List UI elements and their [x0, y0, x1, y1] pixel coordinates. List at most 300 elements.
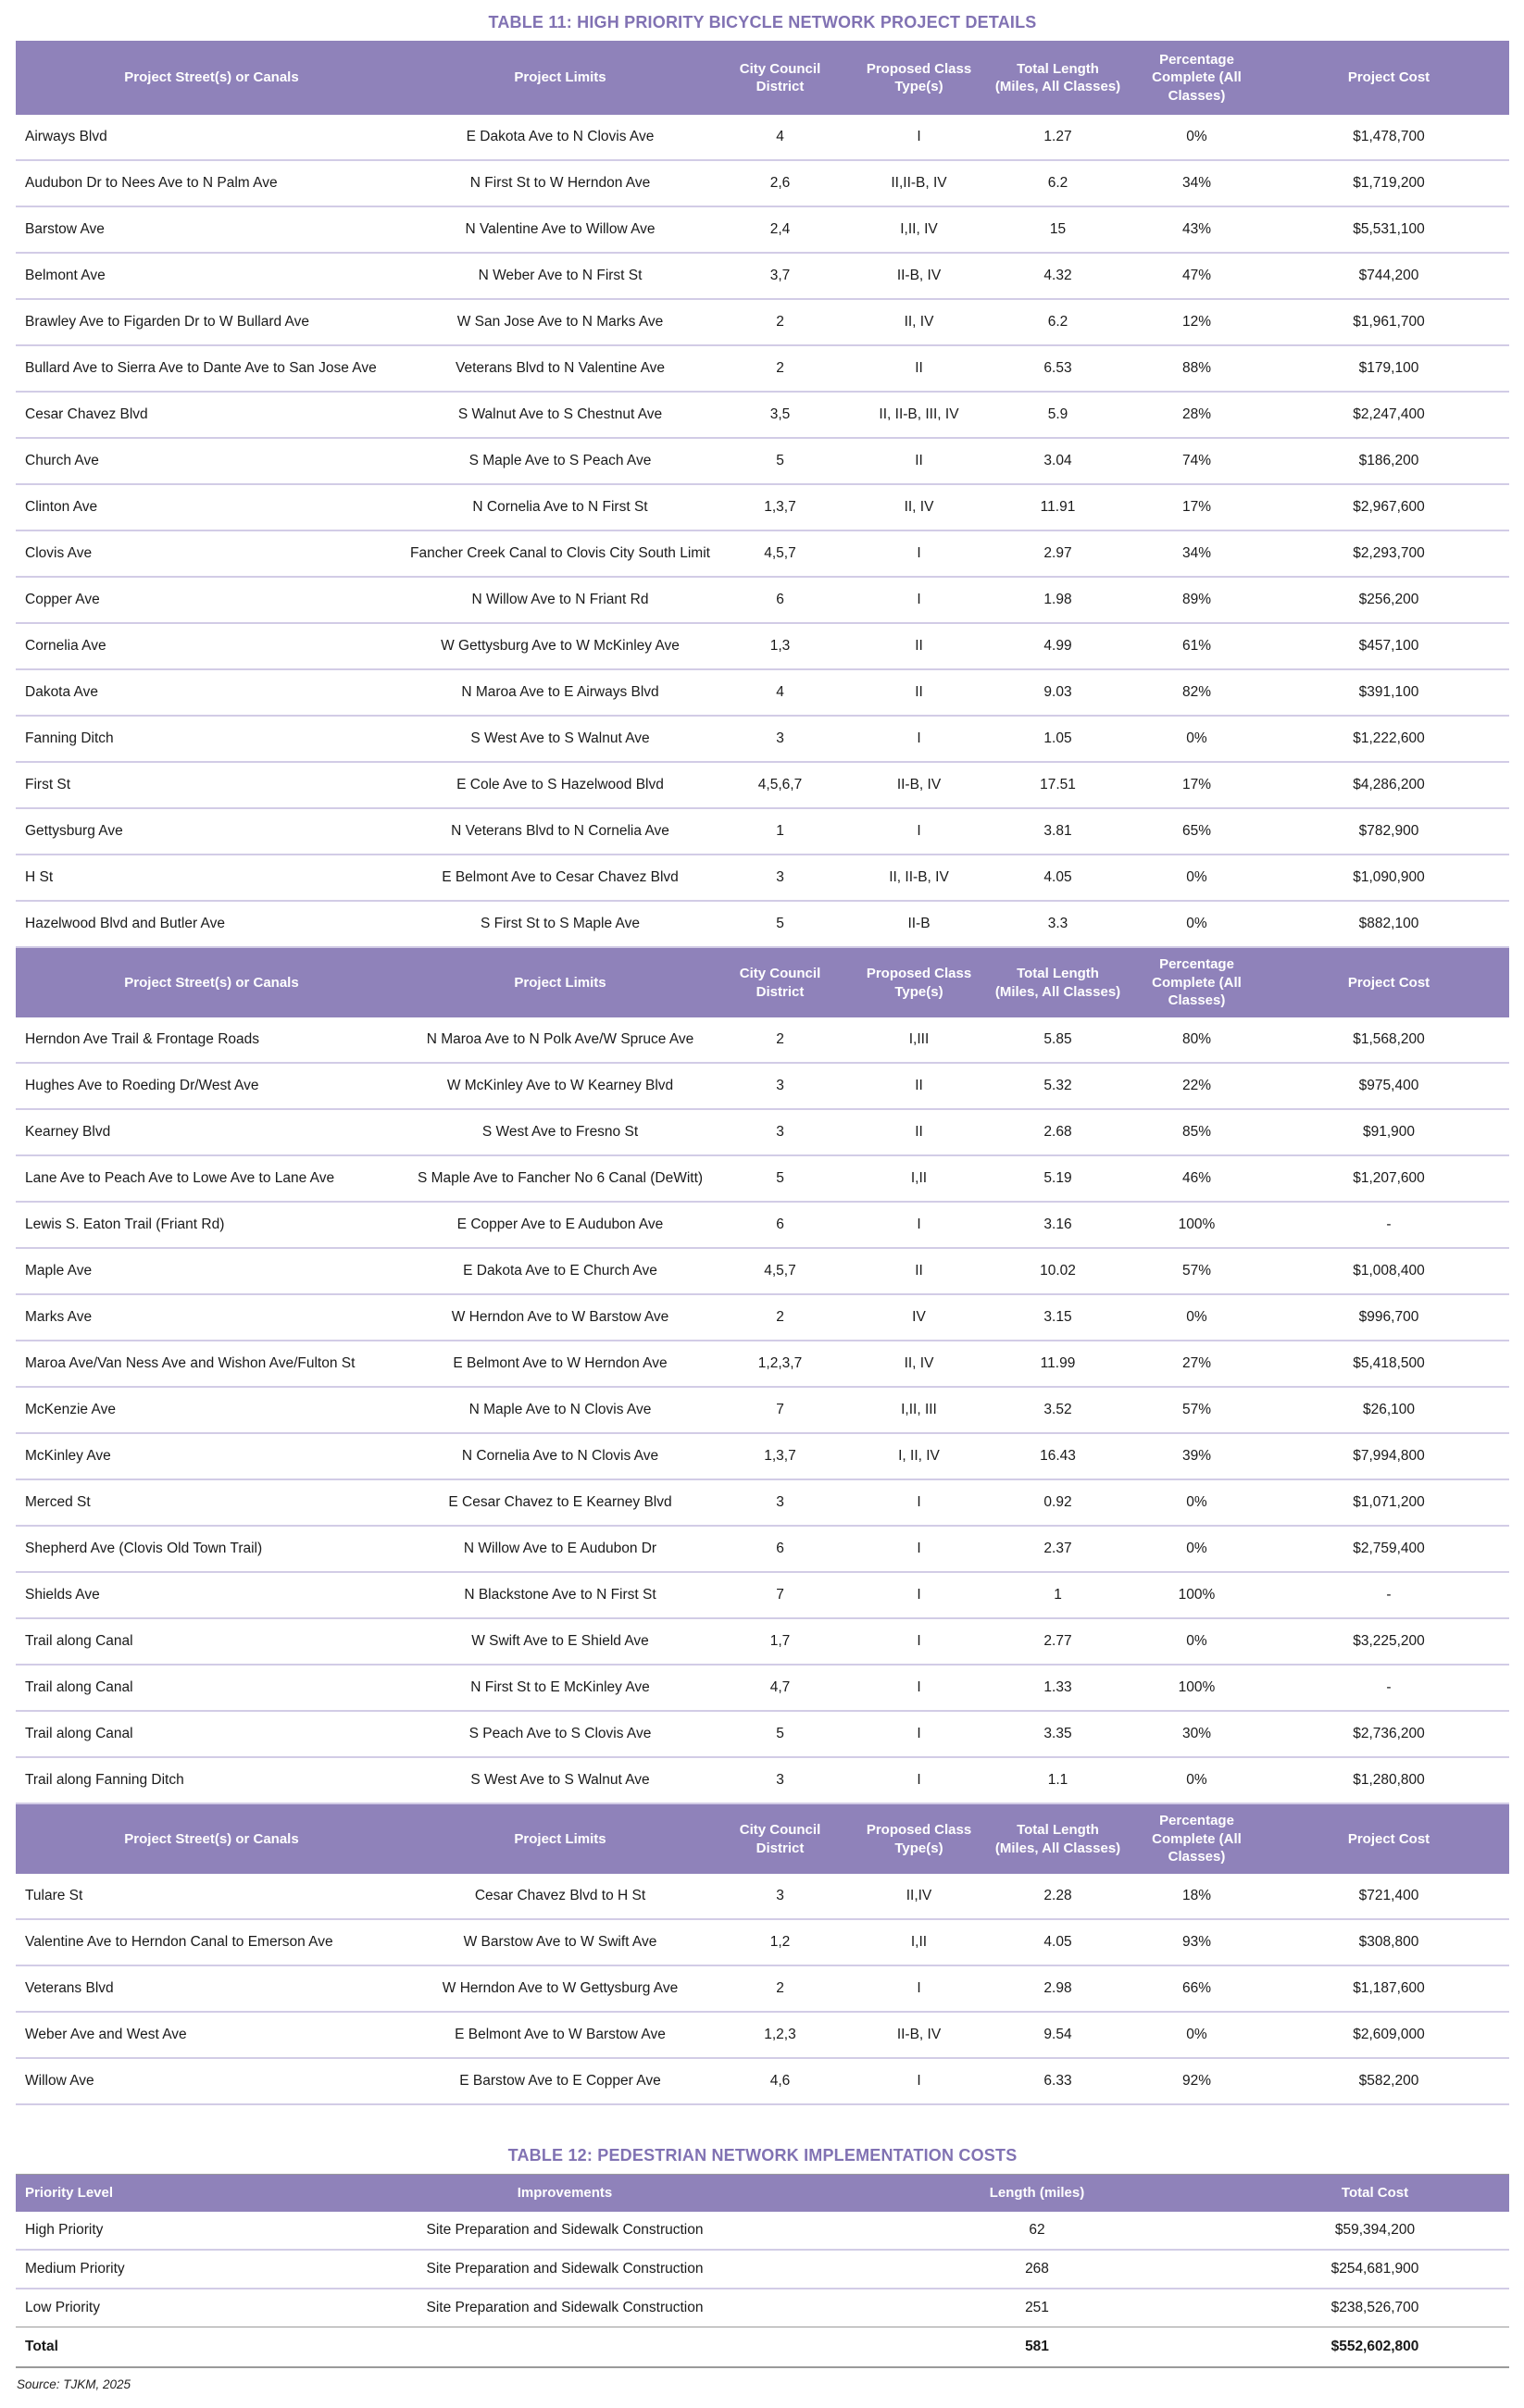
cell-council-district: 4,5,7: [713, 530, 847, 577]
cell-project-cost: $782,900: [1268, 808, 1509, 855]
cell-total-length: 3.81: [991, 808, 1125, 855]
cell-class-type: II-B, IV: [847, 2012, 991, 2058]
cell-project-limits: Veterans Blvd to N Valentine Ave: [407, 345, 713, 392]
cell-project-limits: N Willow Ave to N Friant Rd: [407, 577, 713, 623]
table-row: [16, 2250, 1509, 2289]
cell-pct-complete: 93%: [1125, 1919, 1268, 1965]
table-row: [16, 1665, 1509, 1711]
cell-project-street: Maple Ave: [16, 1248, 407, 1294]
cell-class-type: II-B, IV: [847, 253, 991, 299]
cell-pct-complete: 89%: [1125, 577, 1268, 623]
cell-project-street: Cornelia Ave: [16, 623, 407, 669]
table-row: [16, 484, 1509, 530]
cell-project-limits: Cesar Chavez Blvd to H St: [407, 1874, 713, 1919]
cell-project-street: H St: [16, 855, 407, 901]
cell-pct-complete: 0%: [1125, 115, 1268, 160]
cell-total-length: 2.97: [991, 530, 1125, 577]
cell-total-cost: $552,602,800: [1241, 2327, 1509, 2368]
cell-project-street: McKinley Ave: [16, 1433, 407, 1479]
cell-class-type: II: [847, 438, 991, 484]
cell-project-limits: E Cole Ave to S Hazelwood Blvd: [407, 762, 713, 808]
cell-project-limits: S West Ave to Fresno St: [407, 1109, 713, 1155]
cell-project-street: Merced St: [16, 1479, 407, 1526]
cell-project-cost: $582,200: [1268, 2058, 1509, 2104]
cell-project-cost: $2,609,000: [1268, 2012, 1509, 2058]
col-header-council-district: City Council District: [713, 41, 847, 115]
cell-total-length: 4.32: [991, 253, 1125, 299]
cell-project-cost: $3,225,200: [1268, 1618, 1509, 1665]
cell-project-limits: E Barstow Ave to E Copper Ave: [407, 2058, 713, 2104]
cell-class-type: II: [847, 1248, 991, 1294]
cell-project-street: Gettysburg Ave: [16, 808, 407, 855]
table12-rows: [16, 2212, 1509, 2327]
cell-council-district: 6: [713, 577, 847, 623]
cell-project-street: Shepherd Ave (Clovis Old Town Trail): [16, 1526, 407, 1572]
table-row: [16, 530, 1509, 577]
table12: [16, 2174, 1509, 2368]
cell-council-district: 7: [713, 1387, 847, 1433]
cell-project-limits: N Maroa Ave to E Airways Blvd: [407, 669, 713, 716]
col-header-project-cost: Project Cost: [1268, 947, 1509, 1017]
col-header-total-length: Total Length (Miles, All Classes): [991, 947, 1125, 1017]
cell-project-limits: N Blackstone Ave to N First St: [407, 1572, 713, 1618]
cell-project-cost: $1,719,200: [1268, 160, 1509, 206]
cell-class-type: II: [847, 1063, 991, 1109]
cell-council-district: 4,7: [713, 1665, 847, 1711]
cell-total-length: 3.15: [991, 1294, 1125, 1341]
cell-project-cost: $91,900: [1268, 1109, 1509, 1155]
table-row: [16, 2289, 1509, 2327]
cell-project-limits: W McKinley Ave to W Kearney Blvd: [407, 1063, 713, 1109]
cell-project-cost: $26,100: [1268, 1387, 1509, 1433]
cell-total-length: 1: [991, 1572, 1125, 1618]
cell-project-street: Hughes Ave to Roeding Dr/West Ave: [16, 1063, 407, 1109]
cell-project-cost: $2,247,400: [1268, 392, 1509, 438]
cell-project-street: First St: [16, 762, 407, 808]
cell-pct-complete: 47%: [1125, 253, 1268, 299]
cell-total-length: 4.05: [991, 855, 1125, 901]
cell-project-street: Marks Ave: [16, 1294, 407, 1341]
col-header-project-street: Project Street(s) or Canals: [16, 41, 407, 115]
cell-pct-complete: 74%: [1125, 438, 1268, 484]
cell-pct-complete: 0%: [1125, 2012, 1268, 2058]
table12-title: TABLE 12: PEDESTRIAN NETWORK IMPLEMENTATION COSTS: [507, 2146, 1018, 2165]
cell-council-district: 3: [713, 1063, 847, 1109]
cell-project-cost: -: [1268, 1202, 1509, 1248]
cell-council-district: 2,4: [713, 206, 847, 253]
cell-pct-complete: 22%: [1125, 1063, 1268, 1109]
cell-class-type: I: [847, 1965, 991, 2012]
cell-class-type: I: [847, 1572, 991, 1618]
table12-header-row: [16, 2175, 1509, 2213]
cell-pct-complete: 0%: [1125, 1479, 1268, 1526]
cell-project-limits: E Dakota Ave to E Church Ave: [407, 1248, 713, 1294]
cell-project-limits: N Cornelia Ave to N Clovis Ave: [407, 1433, 713, 1479]
cell-class-type: I,II, III: [847, 1387, 991, 1433]
cell-project-cost: $1,187,600: [1268, 1965, 1509, 2012]
cell-class-type: I: [847, 1711, 991, 1757]
cell-pct-complete: 12%: [1125, 299, 1268, 345]
cell-pct-complete: 46%: [1125, 1155, 1268, 1202]
cell-project-limits: S Peach Ave to S Clovis Ave: [407, 1711, 713, 1757]
table-row: [16, 392, 1509, 438]
cell-project-limits: W Barstow Ave to W Swift Ave: [407, 1919, 713, 1965]
table-row: [16, 716, 1509, 762]
cell-council-district: 3: [713, 716, 847, 762]
cell-project-cost: $1,478,700: [1268, 115, 1509, 160]
cell-class-type: I: [847, 1618, 991, 1665]
table-row: [16, 1248, 1509, 1294]
table11-section-1: [16, 115, 1509, 947]
table-row: [16, 2058, 1509, 2104]
table-row: [16, 1294, 1509, 1341]
cell-project-cost: $2,759,400: [1268, 1526, 1509, 1572]
table-row: [16, 115, 1509, 160]
cell-pct-complete: 17%: [1125, 484, 1268, 530]
col-header-class-type: Proposed Class Type(s): [847, 947, 991, 1017]
cell-pct-complete: 34%: [1125, 160, 1268, 206]
cell-total-length: 16.43: [991, 1433, 1125, 1479]
cell-total-length: 3.52: [991, 1387, 1125, 1433]
cell-class-type: II: [847, 345, 991, 392]
cell-pct-complete: 92%: [1125, 2058, 1268, 2104]
cell-council-district: 1,3: [713, 623, 847, 669]
cell-council-district: 4,6: [713, 2058, 847, 2104]
table-row: [16, 1017, 1509, 1063]
cell-project-limits: W Herndon Ave to W Barstow Ave: [407, 1294, 713, 1341]
table-row: [16, 206, 1509, 253]
cell-council-district: 6: [713, 1202, 847, 1248]
cell-project-street: Bullard Ave to Sierra Ave to Dante Ave to San Jose Ave: [16, 345, 407, 392]
source-note: Source: TJKM, 2025: [17, 2377, 131, 2391]
cell-project-limits: N Valentine Ave to Willow Ave: [407, 206, 713, 253]
cell-class-type: I: [847, 1202, 991, 1248]
cell-project-street: Valentine Ave to Herndon Canal to Emerson Ave: [16, 1919, 407, 1965]
cell-council-district: 7: [713, 1572, 847, 1618]
cell-project-cost: $1,961,700: [1268, 299, 1509, 345]
cell-council-district: 4: [713, 669, 847, 716]
table-row: [16, 1757, 1509, 1803]
cell-length-miles: 251: [833, 2289, 1241, 2327]
cell-council-district: 3: [713, 855, 847, 901]
cell-total-length: 6.2: [991, 160, 1125, 206]
cell-priority-level: High Priority: [16, 2212, 296, 2250]
col-header-pct-complete: Percentage Complete (All Classes): [1125, 41, 1268, 115]
cell-pct-complete: 0%: [1125, 855, 1268, 901]
table-row: [16, 1711, 1509, 1757]
cell-total-length: 4.99: [991, 623, 1125, 669]
cell-project-street: Shields Ave: [16, 1572, 407, 1618]
cell-council-district: 5: [713, 1711, 847, 1757]
col-header-project-limits: Project Limits: [407, 41, 713, 115]
cell-project-limits: W Herndon Ave to W Gettysburg Ave: [407, 1965, 713, 2012]
table-row: [16, 1479, 1509, 1526]
cell-total-improvements: [296, 2327, 833, 2368]
col-header-class-type: Proposed Class Type(s): [847, 1803, 991, 1874]
cell-project-street: Willow Ave: [16, 2058, 407, 2104]
cell-pct-complete: 30%: [1125, 1711, 1268, 1757]
table-row: [16, 1387, 1509, 1433]
col-header-total-length: Total Length (Miles, All Classes): [991, 41, 1125, 115]
cell-project-limits: N First St to W Herndon Ave: [407, 160, 713, 206]
cell-council-district: 3: [713, 1874, 847, 1919]
table-row: [16, 1202, 1509, 1248]
cell-total-length: 1.33: [991, 1665, 1125, 1711]
col-header-project-cost: Project Cost: [1268, 41, 1509, 115]
cell-project-cost: $744,200: [1268, 253, 1509, 299]
table11-section-3: [16, 1874, 1509, 2104]
cell-total-length: 0.92: [991, 1479, 1125, 1526]
cell-total-length: 1.98: [991, 577, 1125, 623]
cell-council-district: 5: [713, 1155, 847, 1202]
cell-council-district: 1,2: [713, 1919, 847, 1965]
cell-project-street: Church Ave: [16, 438, 407, 484]
table-row: [16, 855, 1509, 901]
cell-project-cost: $2,967,600: [1268, 484, 1509, 530]
cell-improvements: Site Preparation and Sidewalk Construction: [296, 2250, 833, 2289]
cell-pct-complete: 80%: [1125, 1017, 1268, 1063]
col-header-project-limits: Project Limits: [407, 1803, 713, 1874]
cell-council-district: 3: [713, 1757, 847, 1803]
cell-total-cost: $254,681,900: [1241, 2250, 1509, 2289]
cell-total-length: 5.9: [991, 392, 1125, 438]
cell-project-street: Hazelwood Blvd and Butler Ave: [16, 901, 407, 947]
cell-project-cost: $1,280,800: [1268, 1757, 1509, 1803]
cell-project-cost: $2,736,200: [1268, 1711, 1509, 1757]
cell-project-street: Lane Ave to Peach Ave to Lowe Ave to Lane Ave: [16, 1155, 407, 1202]
cell-total-length: 10.02: [991, 1248, 1125, 1294]
cell-project-limits: N Maroa Ave to N Polk Ave/W Spruce Ave: [407, 1017, 713, 1063]
cell-project-limits: N Veterans Blvd to N Cornelia Ave: [407, 808, 713, 855]
col-header-council-district: City Council District: [713, 1803, 847, 1874]
table-row: [16, 345, 1509, 392]
col-header-total-length: Total Length (Miles, All Classes): [991, 1803, 1125, 1874]
cell-project-limits: N First St to E McKinley Ave: [407, 1665, 713, 1711]
table-row: [16, 762, 1509, 808]
col-header-project-limits: Project Limits: [407, 947, 713, 1017]
cell-project-street: Tulare St: [16, 1874, 407, 1919]
cell-project-street: Veterans Blvd: [16, 1965, 407, 2012]
cell-class-type: II: [847, 1109, 991, 1155]
col-header-improvements: Improvements: [296, 2175, 833, 2213]
col-header-class-type: Proposed Class Type(s): [847, 41, 991, 115]
cell-pct-complete: 57%: [1125, 1248, 1268, 1294]
cell-total-cost: $238,526,700: [1241, 2289, 1509, 2327]
cell-total-length: 5.19: [991, 1155, 1125, 1202]
cell-project-limits: E Copper Ave to E Audubon Ave: [407, 1202, 713, 1248]
cell-class-type: I: [847, 1526, 991, 1572]
cell-pct-complete: 18%: [1125, 1874, 1268, 1919]
cell-pct-complete: 66%: [1125, 1965, 1268, 2012]
table11-section-2: [16, 1017, 1509, 1803]
cell-class-type: I,II, IV: [847, 206, 991, 253]
cell-class-type: I, II, IV: [847, 1433, 991, 1479]
cell-pct-complete: 39%: [1125, 1433, 1268, 1479]
cell-project-limits: W Gettysburg Ave to W McKinley Ave: [407, 623, 713, 669]
cell-council-district: 1,3,7: [713, 1433, 847, 1479]
cell-total-length: 15: [991, 206, 1125, 253]
table-row: [16, 1572, 1509, 1618]
cell-project-cost: $457,100: [1268, 623, 1509, 669]
cell-project-street: Airways Blvd: [16, 115, 407, 160]
cell-total-length: 1.1: [991, 1757, 1125, 1803]
cell-project-limits: S Maple Ave to Fancher No 6 Canal (DeWitt): [407, 1155, 713, 1202]
cell-class-type: II: [847, 623, 991, 669]
cell-pct-complete: 0%: [1125, 901, 1268, 947]
cell-project-cost: -: [1268, 1665, 1509, 1711]
cell-project-street: Maroa Ave/Van Ness Ave and Wishon Ave/Fulton St: [16, 1341, 407, 1387]
table-row: [16, 2212, 1509, 2250]
cell-project-street: Fanning Ditch: [16, 716, 407, 762]
cell-project-street: Kearney Blvd: [16, 1109, 407, 1155]
col-header-council-district: City Council District: [713, 947, 847, 1017]
table-row: [16, 808, 1509, 855]
cell-total-length: 11.99: [991, 1341, 1125, 1387]
cell-pct-complete: 61%: [1125, 623, 1268, 669]
cell-council-district: 4,5,7: [713, 1248, 847, 1294]
cell-pct-complete: 82%: [1125, 669, 1268, 716]
table11-header-row-3: [16, 1803, 1509, 1874]
table-row: [16, 299, 1509, 345]
cell-council-district: 5: [713, 901, 847, 947]
cell-project-limits: E Dakota Ave to N Clovis Ave: [407, 115, 713, 160]
cell-council-district: 2: [713, 345, 847, 392]
cell-council-district: 3,7: [713, 253, 847, 299]
table-row: [16, 1919, 1509, 1965]
cell-project-cost: $308,800: [1268, 1919, 1509, 1965]
cell-total-length: 3.04: [991, 438, 1125, 484]
cell-pct-complete: 88%: [1125, 345, 1268, 392]
cell-class-type: I,III: [847, 1017, 991, 1063]
cell-class-type: I: [847, 115, 991, 160]
table-row: [16, 1341, 1509, 1387]
cell-project-street: Clinton Ave: [16, 484, 407, 530]
cell-project-cost: $1,207,600: [1268, 1155, 1509, 1202]
cell-length-miles: 268: [833, 2250, 1241, 2289]
cell-project-cost: $1,071,200: [1268, 1479, 1509, 1526]
table12-total-section: [16, 2327, 1509, 2368]
cell-project-cost: $1,222,600: [1268, 716, 1509, 762]
cell-pct-complete: 0%: [1125, 1757, 1268, 1803]
cell-class-type: I: [847, 1757, 991, 1803]
cell-pct-complete: 85%: [1125, 1109, 1268, 1155]
cell-pct-complete: 0%: [1125, 1618, 1268, 1665]
cell-project-limits: S Walnut Ave to S Chestnut Ave: [407, 392, 713, 438]
cell-class-type: II, IV: [847, 1341, 991, 1387]
cell-council-district: 5: [713, 438, 847, 484]
table-row: [16, 2012, 1509, 2058]
cell-class-type: I,II: [847, 1155, 991, 1202]
cell-class-type: I: [847, 1479, 991, 1526]
cell-project-cost: $5,531,100: [1268, 206, 1509, 253]
cell-class-type: II,IV: [847, 1874, 991, 1919]
cell-project-limits: N Willow Ave to E Audubon Dr: [407, 1526, 713, 1572]
cell-project-street: McKenzie Ave: [16, 1387, 407, 1433]
table-row: [16, 577, 1509, 623]
cell-total-length: 581: [833, 2327, 1241, 2368]
cell-class-type: I: [847, 530, 991, 577]
cell-project-cost: $1,568,200: [1268, 1017, 1509, 1063]
cell-priority-level: Medium Priority: [16, 2250, 296, 2289]
cell-total-length: 1.27: [991, 115, 1125, 160]
cell-class-type: II-B: [847, 901, 991, 947]
cell-project-limits: S West Ave to S Walnut Ave: [407, 716, 713, 762]
cell-total-length: 5.32: [991, 1063, 1125, 1109]
cell-class-type: II: [847, 669, 991, 716]
table11: [16, 41, 1509, 2105]
cell-total-length: 9.54: [991, 2012, 1125, 2058]
table-row: [16, 1155, 1509, 1202]
cell-total-length: 9.03: [991, 669, 1125, 716]
table-row: [16, 160, 1509, 206]
cell-project-street: Trail along Canal: [16, 1665, 407, 1711]
cell-project-limits: E Belmont Ave to W Herndon Ave: [407, 1341, 713, 1387]
cell-total-length: 3.16: [991, 1202, 1125, 1248]
cell-council-district: 2: [713, 1294, 847, 1341]
cell-project-cost: $4,286,200: [1268, 762, 1509, 808]
cell-council-district: 6: [713, 1526, 847, 1572]
cell-project-cost: $996,700: [1268, 1294, 1509, 1341]
cell-pct-complete: 28%: [1125, 392, 1268, 438]
cell-class-type: I,II: [847, 1919, 991, 1965]
total-row: [16, 2327, 1509, 2368]
cell-project-cost: $2,293,700: [1268, 530, 1509, 577]
cell-pct-complete: 100%: [1125, 1665, 1268, 1711]
cell-total-length: 6.2: [991, 299, 1125, 345]
table-row: [16, 623, 1509, 669]
cell-project-limits: E Belmont Ave to W Barstow Ave: [407, 2012, 713, 2058]
cell-council-district: 1: [713, 808, 847, 855]
cell-total-length: 2.28: [991, 1874, 1125, 1919]
col-header-project-street: Project Street(s) or Canals: [16, 947, 407, 1017]
cell-project-limits: Fancher Creek Canal to Clovis City South Limit: [407, 530, 713, 577]
cell-total-length: 6.33: [991, 2058, 1125, 2104]
cell-pct-complete: 100%: [1125, 1202, 1268, 1248]
cell-total-length: 5.85: [991, 1017, 1125, 1063]
cell-council-district: 2: [713, 299, 847, 345]
cell-council-district: 1,7: [713, 1618, 847, 1665]
cell-total-cost: $59,394,200: [1241, 2212, 1509, 2250]
table-row: [16, 1526, 1509, 1572]
cell-project-limits: N Weber Ave to N First St: [407, 253, 713, 299]
cell-class-type: II,II-B, IV: [847, 160, 991, 206]
cell-total-length: 17.51: [991, 762, 1125, 808]
cell-project-limits: W San Jose Ave to N Marks Ave: [407, 299, 713, 345]
cell-pct-complete: 100%: [1125, 1572, 1268, 1618]
cell-council-district: 1,2,3,7: [713, 1341, 847, 1387]
cell-council-district: 1,3,7: [713, 484, 847, 530]
cell-total-length: 2.98: [991, 1965, 1125, 2012]
col-header-pct-complete: Percentage Complete (All Classes): [1125, 1803, 1268, 1874]
table11-title: TABLE 11: HIGH PRIORITY BICYCLE NETWORK PROJECT DETAILS: [488, 13, 1037, 31]
table-row: [16, 1433, 1509, 1479]
cell-project-cost: $882,100: [1268, 901, 1509, 947]
cell-project-street: Barstow Ave: [16, 206, 407, 253]
cell-project-cost: $391,100: [1268, 669, 1509, 716]
cell-total-length: 3.35: [991, 1711, 1125, 1757]
col-header-priority-level: Priority Level: [16, 2175, 296, 2213]
cell-project-street: Lewis S. Eaton Trail (Friant Rd): [16, 1202, 407, 1248]
cell-pct-complete: 0%: [1125, 1526, 1268, 1572]
cell-project-street: Trail along Fanning Ditch: [16, 1757, 407, 1803]
col-header-total-cost: Total Cost: [1241, 2175, 1509, 2213]
cell-council-district: 1,2,3: [713, 2012, 847, 2058]
cell-project-street: Copper Ave: [16, 577, 407, 623]
cell-project-street: Herndon Ave Trail & Frontage Roads: [16, 1017, 407, 1063]
cell-council-district: 3: [713, 1109, 847, 1155]
cell-pct-complete: 0%: [1125, 1294, 1268, 1341]
cell-project-street: Dakota Ave: [16, 669, 407, 716]
